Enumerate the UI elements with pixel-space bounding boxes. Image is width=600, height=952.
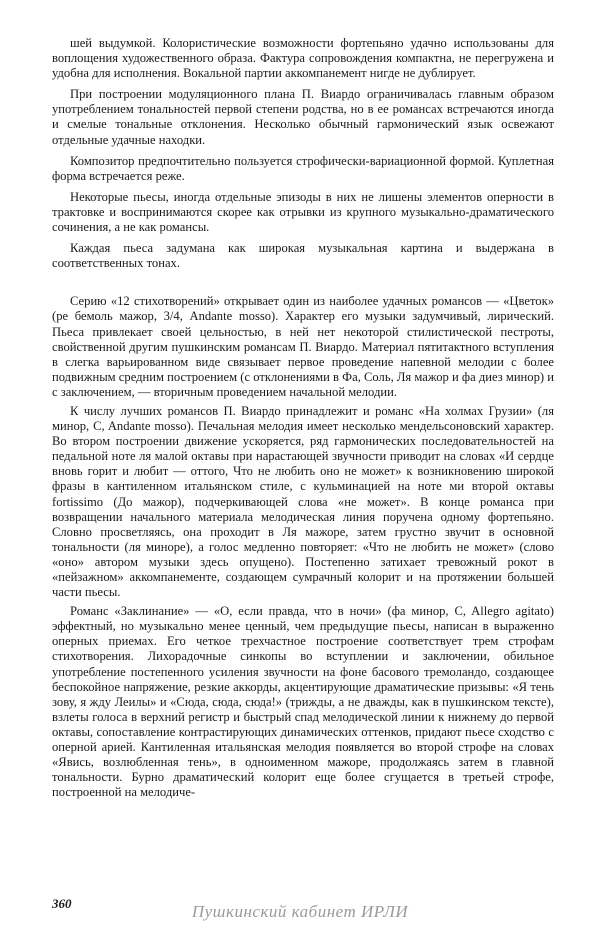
- paragraph: Композитор предпочтительно пользуется строфически-вариационной формой. Куплетная форма встречается реже.: [52, 153, 554, 183]
- paragraph: К числу лучших романсов П. Виардо принадлежит и романс «На холмах Грузии» (ля минор, C, Andante mosso). Печальная мелодия имеет несколько мендельсоновский характер. Во втором построении движение ускоряется, ряд гармонических последовательностей на педальной ноте ля малой октавы при нарастающей звучности приводит на словах «И сердце вновь горит и любит — оттого, Что не любить оно не может» к возникновению широкой фразы в кантиленном итальянском стиле, с кульминацией на ноте ми второй октавы fortissimo (До мажор), подчеркивающей слова «не может». В конце романса при возвращении начального материала мелодическая линия поручена одному фортепьяно. Словно просветляясь, она проходит в Ля мажоре, затем грустно звучит в основной тональности (ля миноре), а голос медленно повторяет: «Что не любить не может» (слово «оно» автором музыки здесь опущено). Постепенно затихает тревожный рокот в «пейзажном» аккомпанементе, создающем сумрачный колорит и на протяжении большей части пьесы.: [52, 403, 554, 600]
- paragraph: Каждая пьеса задумана как широкая музыкальная картина и выдержана в соответственных тонах.: [52, 241, 554, 271]
- paragraph: Некоторые пьесы, иногда отдельные эпизоды в них не лишены элементов оперности в трактовке и воспринимаются скорее как отрывки из крупного музыкально-драматического сочинения, а не как романсы.: [52, 189, 554, 235]
- top-section: [52, 36, 554, 271]
- page-number: 360: [52, 896, 72, 911]
- paragraph: шей выдумкой. Колористические возможности фортепьяно удачно использованы для воплощения художественного образа. Фактура сопровождения компактна, не перегружена и удобна для исполнения. Вокальной партии аккомпанемент нигде не дублирует.: [52, 36, 554, 81]
- paragraph: Серию «12 стихотворений» открывает один из наиболее удачных романсов — «Цветок» (ре бемоль мажор, 3/4, Andante mosso). Характер его музыки задумчивый, лирический. Пьеса привлекает своей цельностью, в ней нет некоторой стилистической пестроты, свойственной другим пушкинским романсам П. Виардо. Материал пятитактного вступления в слегка варьированном виде связывает первое проведение напевной мелодии с более подвижным средним построением (с отклонениями в Фа, Соль, Ля мажор и фа диез минор) и с заключением, — вторичным проведением начальной мелодии.: [52, 294, 554, 399]
- paragraph: При построении модуляционного плана П. Виардо ограничивалась главным образом употреблением тональностей первой степени родства, но в ее романсах встречаются иногда и смелые тональные отклонения. Несколько обычный гармонический язык освежают отдельные удачные находки.: [52, 87, 554, 147]
- page-body: [52, 36, 554, 800]
- main-section: [52, 294, 554, 800]
- library-watermark: Пушкинский кабинет ИРЛИ: [191, 902, 409, 921]
- paragraph: Романс «Заклинание» — «О, если правда, что в ночи» (фа минор, C, Allegro agitato) эффектный, но музыкально менее ценный, чем предыдущие пьесы, написан в выраженно оперных приемах. Его четкое трехчастное построение соответствует трем строфам стихотворения. Лихорадочные синкопы во вступлении и заключении, обильное употребление постепенного усиления звучности на фоне басового тремоландо, создающее беспокойное напряжение, резкие аккорды, акцентирующие драматические призывы: «Я тень зову, я жду Леилы» и «Сюда, сюда, сюда!» (трижды, а не дважды, как в пушкинском тексте), взлеты голоса в верхний регистр и быстрый спад мелодической линии к нижнему до первой октавы, сопоставление контрастирующих динамических оттенков, придают пьесе сходство с оперной арией. Кантиленная итальянская мелодия появляется во второй строфе на словах «Явись, возлюбленная тень», в одноименном мажоре, продолжаясь затем в главной тональности. Бурно драматический колорит еще более сгущается в третьей строфе, построенной на мелодиче-: [52, 604, 554, 800]
